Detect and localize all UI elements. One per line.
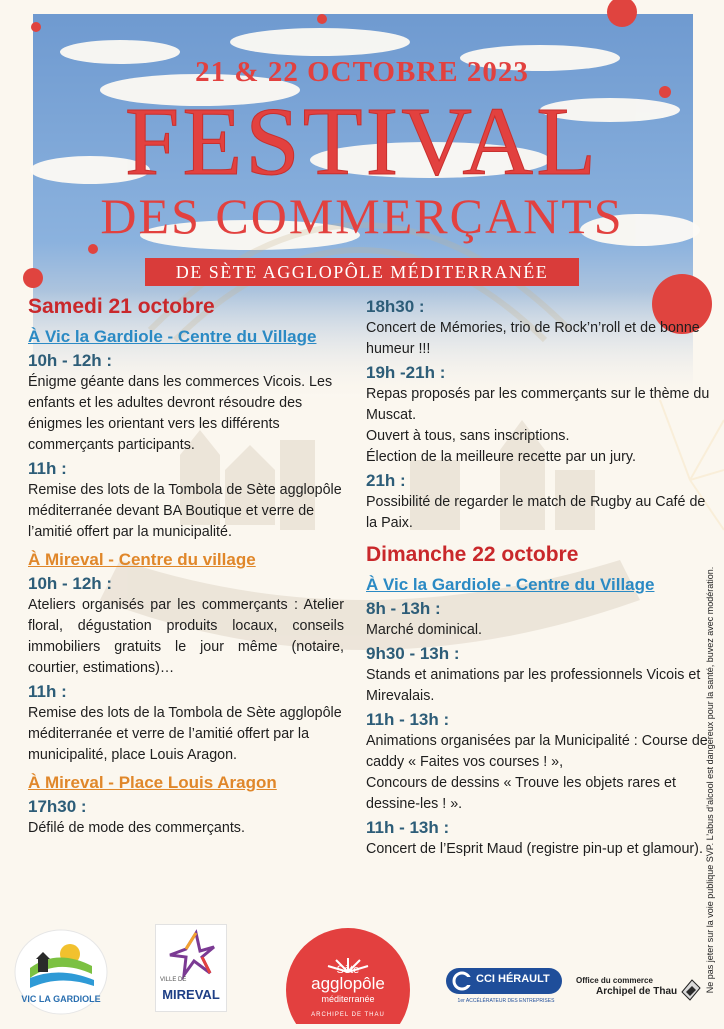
activity-description: Remise des lots de la Tombola de Sète agglopôle méditerranée et verre de l’amitié offert par la municipalité, place Louis Aragon. — [28, 705, 342, 763]
cci-logo-sub: 1er ACCÉLÉRATEUR DES ENTREPRISES — [457, 998, 555, 1004]
place-mireval-aragon: À Mireval - Place Louis Aragon — [28, 773, 277, 792]
sete-logo-sub: méditerranée — [321, 994, 375, 1004]
mireval-logo-text: MIREVAL — [162, 987, 220, 1002]
office-pin-icon — [678, 978, 702, 1002]
sete-logo-bottom: ARCHIPEL DE THAU — [311, 1012, 385, 1018]
evening-and-sunday-column — [366, 296, 720, 862]
activity-description: Concours de dessins « Trouve les objets rares et dessine-les ! ». — [366, 775, 676, 812]
activity-description: Remise des lots de la Tombola de Sète agglopôle méditerranée devant BA Boutique et verre de l’amitié offert par la municipalité. — [28, 482, 342, 540]
legal-text: Ne pas jeter sur la voie publique SVP. L’abus d’alcool est dangereux pour la santé, buvez avec modération. — [705, 566, 715, 994]
legal-notice — [700, 566, 720, 994]
activity-description: Ateliers organisés par les commerçants : Atelier floral, dégustation produits locaux, conseils immobiliers gratuits le jour même (notaire, courtier, estimations)… — [28, 597, 344, 676]
day-title-saturday: Samedi 21 octobre — [28, 295, 215, 318]
logo-mireval — [155, 924, 227, 1012]
subtitle-banner: DE SÈTE AGGLOPÔLE MÉDITERRANÉE — [145, 258, 579, 286]
activity-description: Possibilité de regarder le match de Rugby au Café de la Paix. — [366, 494, 706, 531]
activity-description: Élection de la meilleure recette par un jury. — [366, 449, 636, 465]
cci-logo-text: CCI HÉRAULT — [476, 973, 550, 985]
activity-description: Marché dominical. — [366, 622, 483, 638]
time-slot: 10h - 12h : — [28, 351, 113, 370]
activity-description: Animations organisées par la Municipalité : Course de caddy « Faites vos courses ! », — [366, 733, 708, 770]
vic-logo-text: VIC LA GARDIOLE — [21, 994, 101, 1004]
logo-cci-herault — [446, 968, 564, 1008]
place-vic-sunday: À Vic la Gardiole - Centre du Village — [366, 575, 655, 594]
place-vic: À Vic la Gardiole - Centre du Village — [28, 327, 317, 346]
time-slot: 11h : — [28, 682, 67, 701]
time-slot: 8h - 13h : — [366, 599, 441, 618]
logo-sete-agglopole — [286, 928, 410, 1024]
sete-logo-top: Sète — [336, 964, 360, 976]
saturday-column — [28, 294, 344, 841]
day-title-sunday: Dimanche 22 octobre — [366, 543, 579, 566]
sete-logo-main: agglopôle — [311, 974, 385, 993]
activity-description: Défilé de mode des commerçants. — [28, 820, 245, 836]
activity-description: Stands et animations par les professionnels Vicois et Mirevalais. — [366, 667, 701, 704]
time-slot: 9h30 - 13h : — [366, 644, 460, 663]
time-slot: 11h : — [28, 459, 67, 478]
activity-description: Énigme géante dans les commerces Vicois. Les enfants et les adultes devront résoudre des énigmes les orientant vers les différents commerçants participants. — [28, 374, 333, 453]
event-date: 21 & 22 OCTOBRE 2023 — [195, 56, 529, 88]
office-line1: Office du commerce — [576, 976, 653, 985]
time-slot: 21h : — [366, 471, 406, 490]
logo-vic-la-gardiole — [12, 928, 110, 1016]
title-commercants: DES COMMERÇANTS — [100, 188, 624, 244]
activity-description: Concert de l’Esprit Maud (registre pin-up et glamour). — [366, 841, 703, 857]
time-slot: 18h30 : — [366, 297, 425, 316]
title-festival: FESTIVAL — [124, 88, 600, 196]
activity-description: Repas proposés par les commerçants sur le thème du Muscat. — [366, 386, 710, 423]
place-mireval-centre: À Mireval - Centre du village — [28, 550, 256, 569]
cci-icon — [452, 971, 472, 991]
mireval-ville-text: VILLE DE — [160, 977, 187, 983]
activity-description: Ouvert à tous, sans inscriptions. — [366, 428, 570, 444]
time-slot: 19h -21h : — [366, 363, 446, 382]
office-line2: Archipel de Thau — [596, 986, 678, 997]
time-slot: 17h30 : — [28, 797, 87, 816]
time-slot: 10h - 12h : — [28, 574, 113, 593]
time-slot: 11h - 13h : — [366, 710, 450, 729]
logo-office-commerce — [574, 976, 704, 1006]
mireval-star-icon — [156, 925, 226, 981]
activity-description: Concert de Mémories, trio de Rock’n’roll et de bonne humeur !!! — [366, 320, 700, 357]
time-slot: 11h - 13h : — [366, 818, 450, 837]
